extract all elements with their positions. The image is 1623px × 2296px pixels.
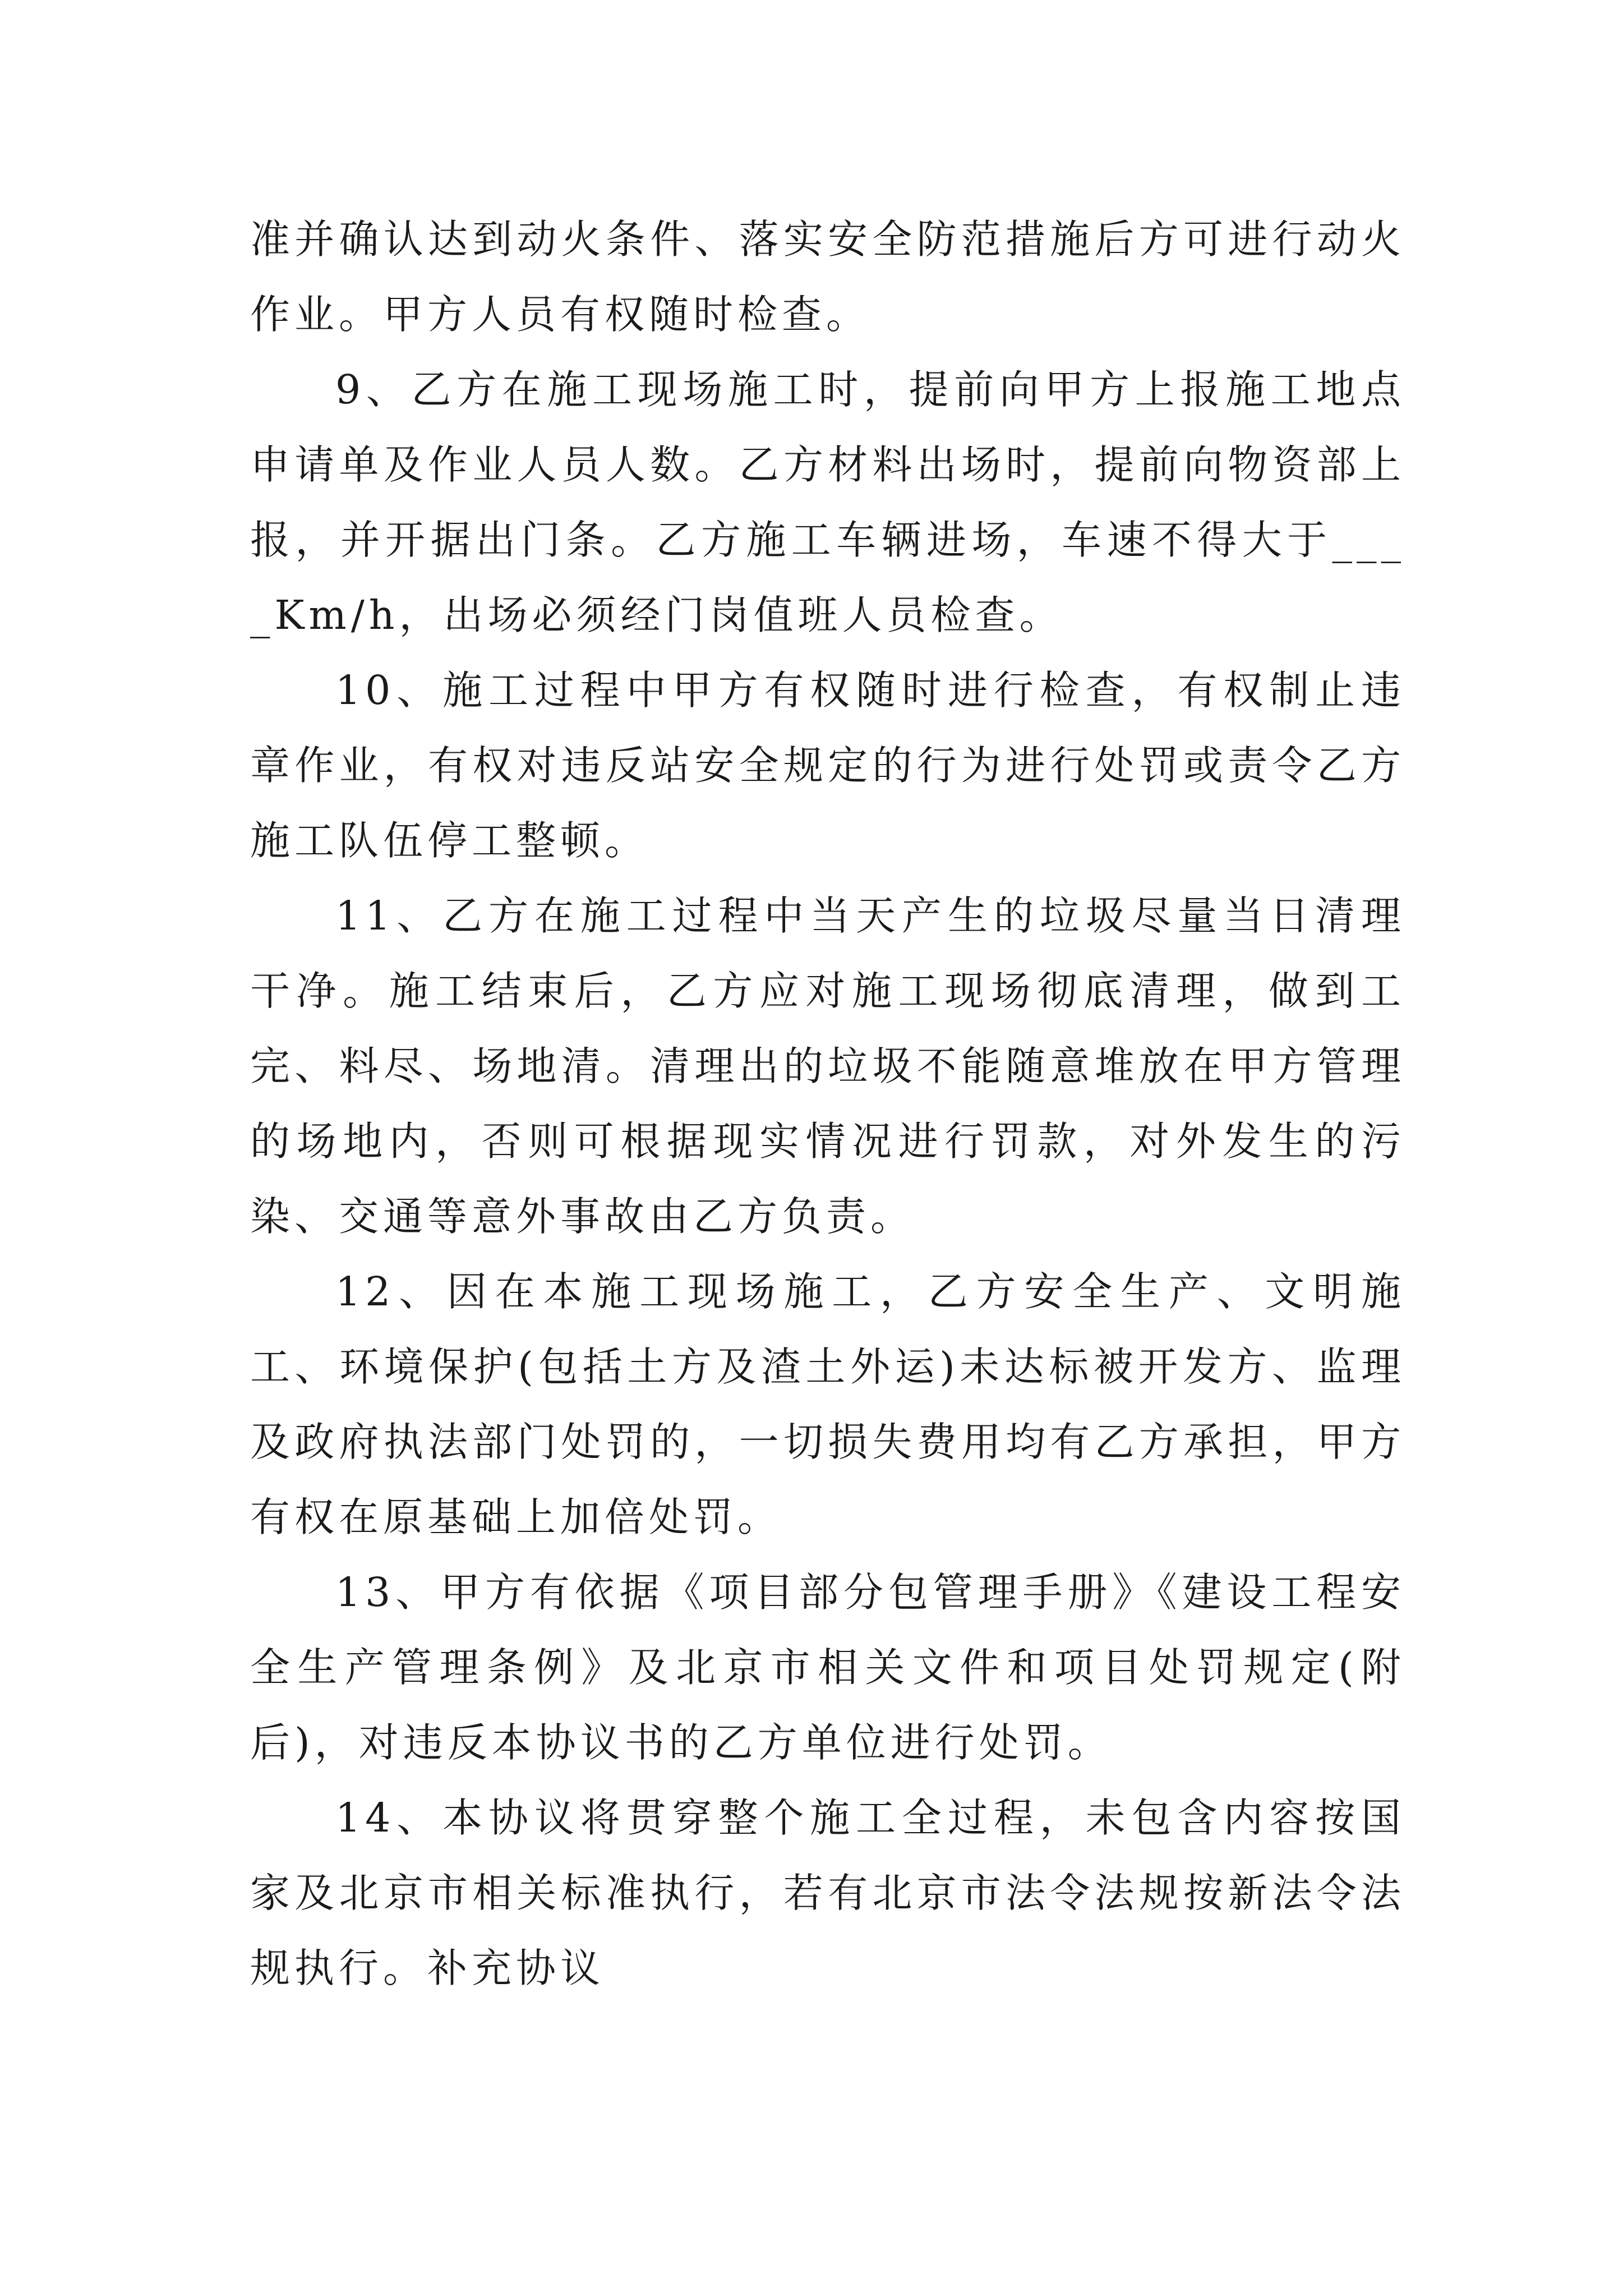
- paragraph-clause-13: 13、甲方有依据《项目部分包管理手册》《建设工程安全生产管理条例》及北京市相关文件和项目处罚规定(附后)，对违反本协议书的乙方单位进行处罚。: [250, 1569, 1405, 1766]
- paragraph-clause-11: 11、乙方在施工过程中当天产生的垃圾尽量当日清理干净。施工结束后，乙方应对施工现场彻底清理，做到工完、料尽、场地清。清理出的垃圾不能随意堆放在甲方管理的场地内，否则可根据现实情况进行罚款，对外发生的污染、交通等意外事故由乙方负责。: [250, 892, 1405, 1240]
- document-body: [250, 202, 1405, 2006]
- paragraph-clause-12: 12、因在本施工现场施工，乙方安全生产、文明施工、环境保护(包括土方及渣土外运)未达标被开发方、监理及政府执法部门处罚的，一切损失费用均有乙方承担，甲方有权在原基础上加倍处罚。: [250, 1268, 1405, 1540]
- paragraph-continuation: 准并确认达到动火条件、落实安全防范措施后方可进行动火作业。甲方人员有权随时检查。: [250, 216, 1405, 338]
- paragraph-clause-10: 10、施工过程中甲方有权随时进行检查，有权制止违章作业，有权对违反站安全规定的行为进行处罚或责令乙方施工队伍停工整顿。: [250, 667, 1405, 864]
- paragraph-clause-9: 9、乙方在施工现场施工时，提前向甲方上报施工地点申请单及作业人员人数。乙方材料出场时，提前向物资部上报，并开据出门条。乙方施工车辆进场，车速不得大于____Km/h，出场必须经门岗值班人员检查。: [250, 366, 1405, 638]
- paragraph-clause-14: 14、本协议将贯穿整个施工全过程，未包含内容按国家及北京市相关标准执行，若有北京市法令法规按新法令法规执行。补充协议: [250, 1795, 1405, 1991]
